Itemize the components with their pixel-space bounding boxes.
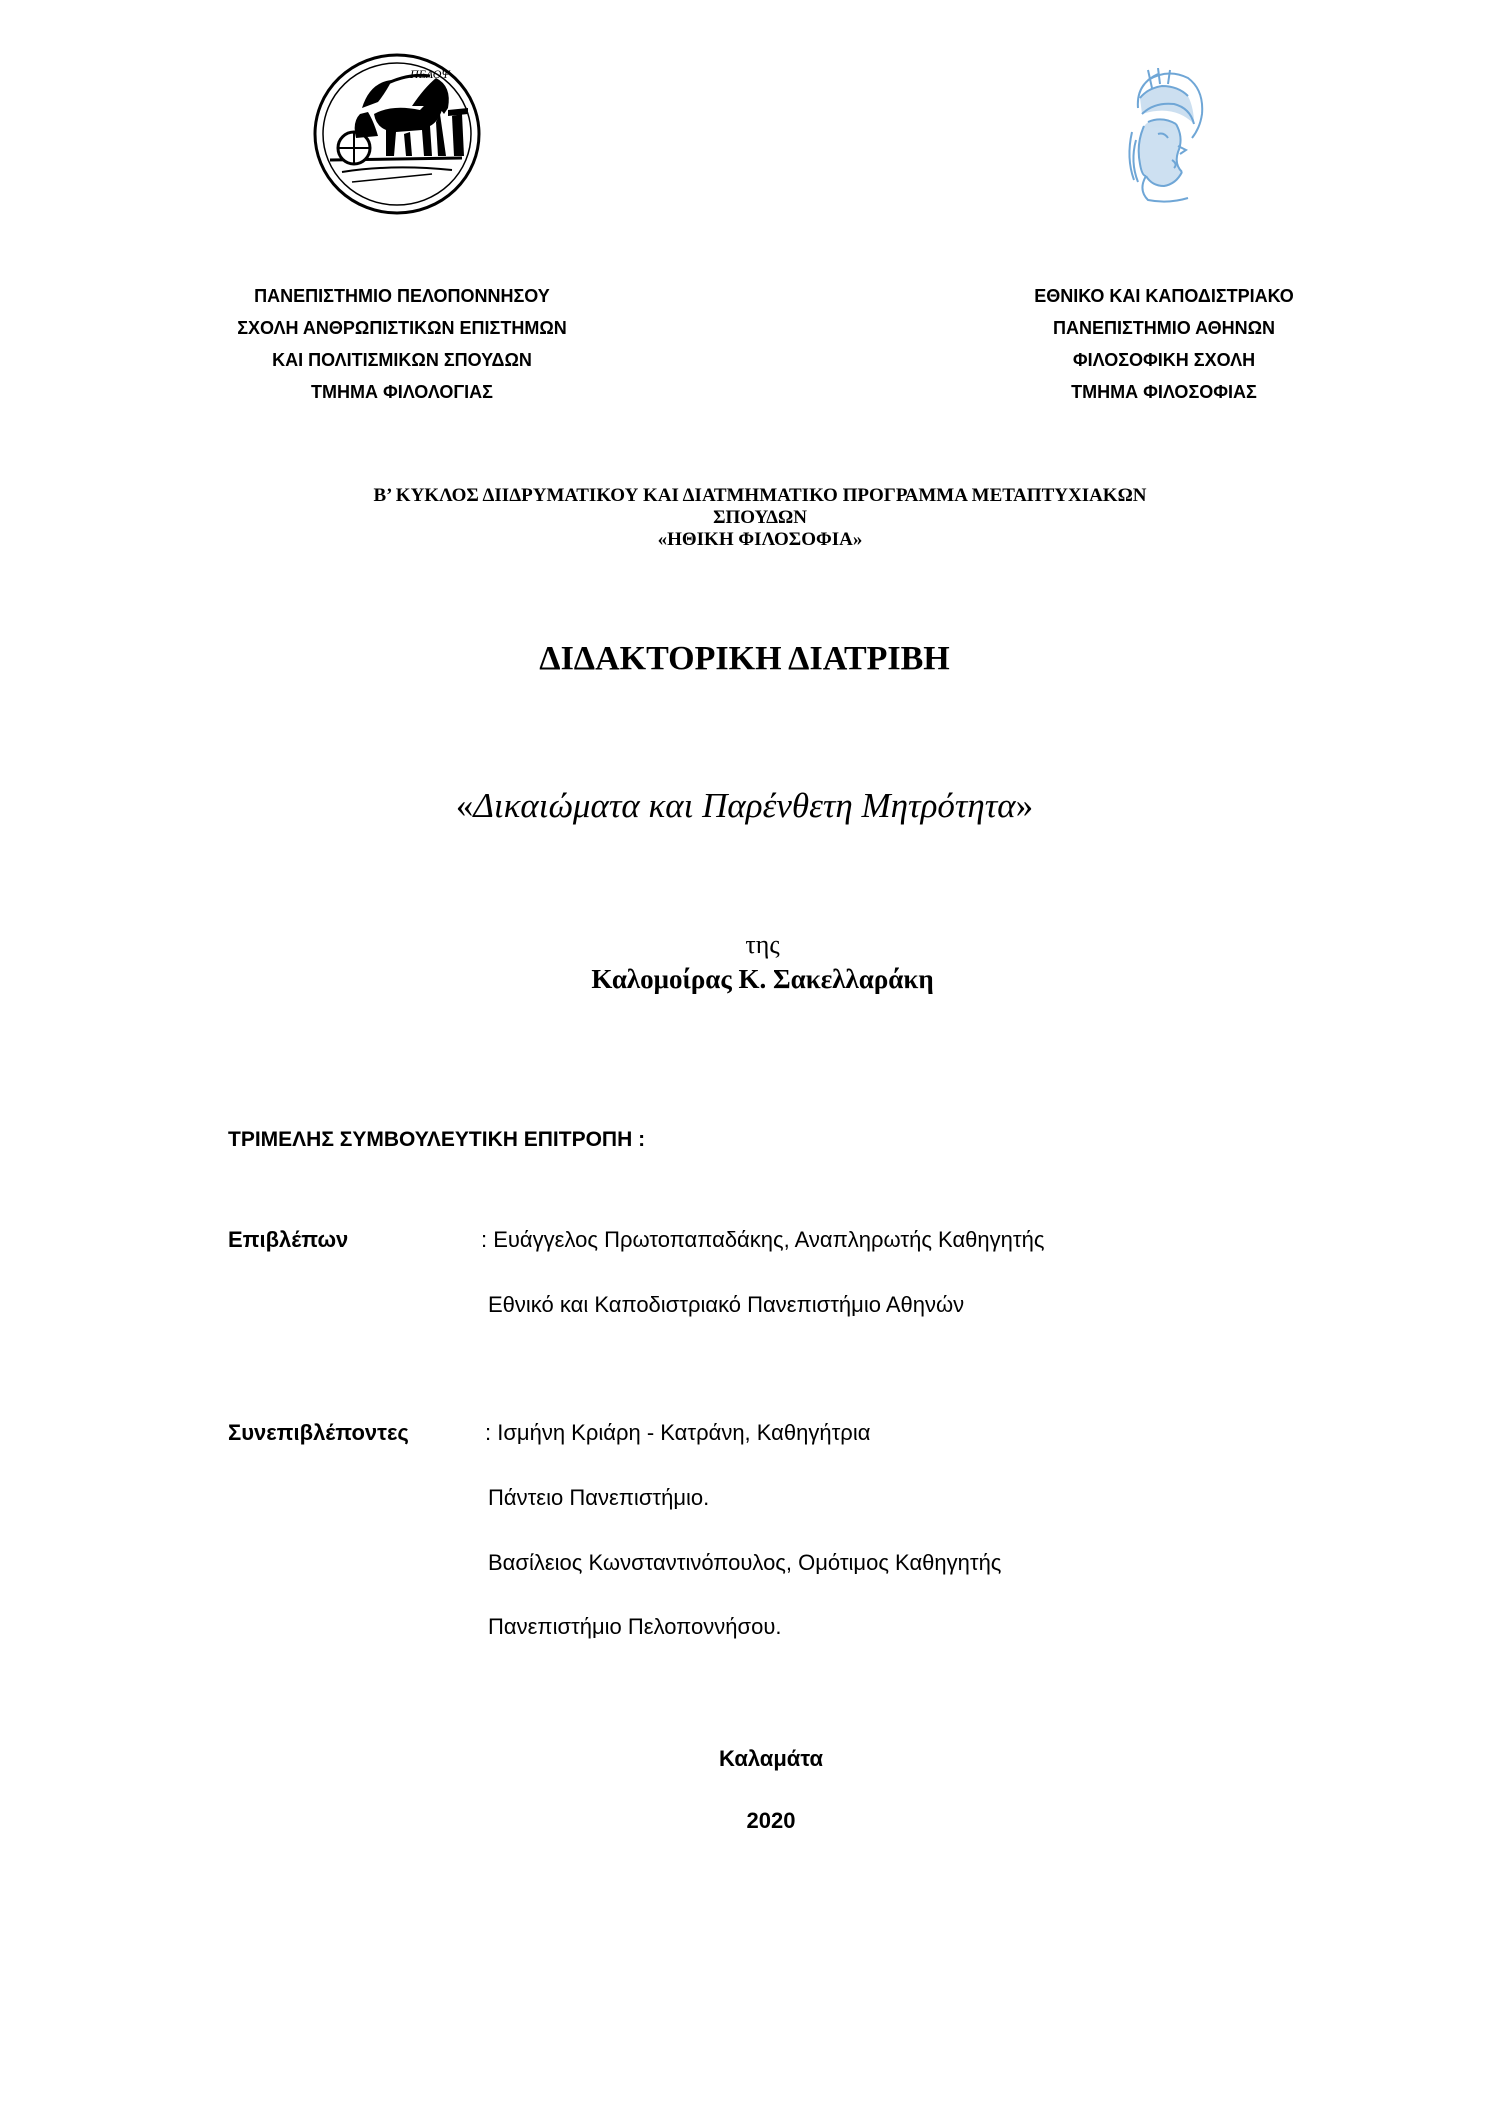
of-label: της bbox=[745, 930, 780, 959]
institution-left-line: ΤΜΗΜΑ ΦΙΛΟΛΟΓΙΑΣ bbox=[311, 382, 493, 402]
athens-university-logo bbox=[1118, 68, 1218, 204]
athena-head-icon bbox=[1118, 68, 1218, 204]
university-of-peloponnese-logo bbox=[312, 52, 482, 217]
thesis-title-close-quote: » bbox=[1015, 786, 1034, 825]
author-name: Καλομοίρας Κ. Σακελλαράκη bbox=[591, 964, 934, 994]
institution-right-line: ΦΙΛΟΣΟΦΙΚΗ ΣΧΟΛΗ bbox=[1072, 350, 1256, 370]
cosupervisors-label: Συνεπιβλέποντες bbox=[228, 1420, 409, 1445]
chariot-seal-icon bbox=[312, 52, 482, 217]
institution-right-line: ΤΜΗΜΑ ΦΙΛΟΣΟΦΙΑΣ bbox=[1071, 382, 1257, 402]
program-line-2: ΣΠΟΥΔΩΝ bbox=[713, 507, 807, 528]
document-type: ΔΙΔΑΚΤΟΡΙΚΗ ΔΙΑΤΡΙΒΗ bbox=[539, 640, 950, 677]
place: Καλαμάτα bbox=[718, 1746, 824, 1771]
cosupervisor-line: Πανεπιστήμιο Πελοποννήσου. bbox=[488, 1614, 782, 1639]
institution-right-line: ΕΘΝΙΚΟ ΚΑΙ ΚΑΠΟΔΙΣΤΡΙΑΚΟ bbox=[1034, 286, 1294, 306]
seal-inscription: ΠΕΛΟΨ bbox=[410, 67, 450, 81]
program-title bbox=[200, 485, 1320, 551]
institution-left-line: ΚΑΙ ΠΟΛΙΤΙΣΜΙΚΩΝ ΣΠΟΥΔΩΝ bbox=[272, 350, 532, 370]
supervisor-affiliation: Εθνικό και Καποδιστριακό Πανεπιστήμιο Αθηνών bbox=[488, 1292, 965, 1317]
program-line-3: «ΗΘΙΚΗ ΦΙΛΟΣΟΦΙΑ» bbox=[657, 529, 863, 550]
cosupervisor-line: Πάντειο Πανεπιστήμιο. bbox=[488, 1485, 710, 1510]
thesis-title-text: Δικαιώματα και Παρένθετη Μητρότητα bbox=[473, 786, 1016, 825]
institution-left bbox=[162, 280, 642, 408]
cosupervisor-line: Βασίλειος Κωνσταντινόπουλος, Ομότιμος Καθηγητής bbox=[488, 1550, 1002, 1575]
cosupervisor-line: : Ισμήνη Κριάρη - Κατράνη, Καθηγήτρια bbox=[485, 1420, 871, 1445]
institution-left-line: ΠΑΝΕΠΙΣΤΗΜΙΟ ΠΕΛΟΠΟΝΝΗΣΟΥ bbox=[254, 286, 550, 306]
institution-left-line: ΣΧΟΛΗ ΑΝΘΡΩΠΙΣΤΙΚΩΝ ΕΠΙΣΤΗΜΩΝ bbox=[237, 318, 567, 338]
supervisor-name: : Ευάγγελος Πρωτοπαπαδάκης, Αναπληρωτής Καθηγητής bbox=[481, 1227, 1045, 1252]
year: 2020 bbox=[746, 1808, 796, 1833]
thesis-title bbox=[0, 786, 1489, 826]
committee-heading: ΤΡΙΜΕΛΗΣ ΣΥΜΒΟΥΛΕΥΤΙΚΗ ΕΠΙΤΡΟΠΗ : bbox=[228, 1128, 646, 1151]
supervisor-label: Επιβλέπων bbox=[228, 1227, 349, 1252]
institution-right-line: ΠΑΝΕΠΙΣΤΗΜΙΟ ΑΘΗΝΩΝ bbox=[1052, 318, 1276, 338]
program-line-1: Β’ ΚΥΚΛΟΣ ΔΙΙΔΡΥΜΑΤΙΚΟΥ ΚΑΙ ΔΙΑΤΜΗΜΑΤΙΚΟ ΠΡΟΓΡΑΜΜΑ ΜΕΤΑΠΤΥΧΙΑΚΩΝ bbox=[373, 485, 1147, 506]
institution-right bbox=[924, 280, 1404, 408]
thesis-title-open-quote: « bbox=[455, 786, 474, 825]
